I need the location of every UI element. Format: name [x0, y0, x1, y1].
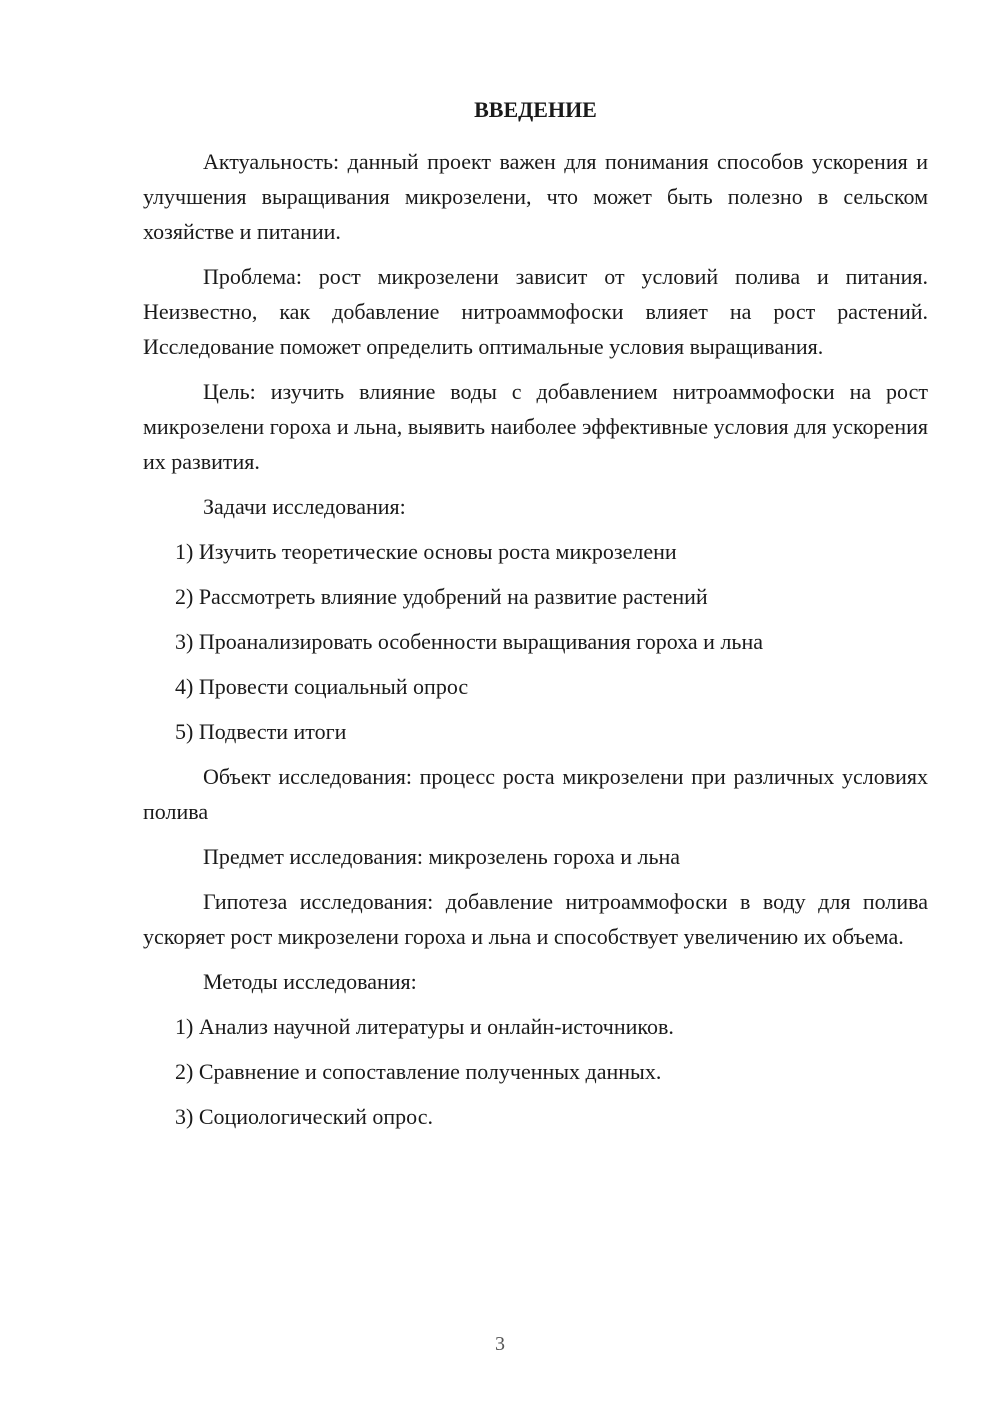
task-item: 3) Проанализировать особенности выращивания гороха и льна	[175, 629, 763, 654]
methods-list	[143, 1009, 928, 1134]
object-paragraph: Объект исследования: процесс роста микрозелени при различных условиях полива	[143, 764, 928, 824]
task-item: 4) Провести социальный опрос	[175, 674, 469, 699]
methods-heading: Методы исследования:	[203, 969, 417, 994]
task-item: 2) Рассмотреть влияние удобрений на развитие растений	[175, 584, 708, 609]
method-item: 3) Социологический опрос.	[175, 1104, 433, 1129]
document-page	[143, 92, 928, 1144]
subject-paragraph: Предмет исследования: микрозелень гороха и льна	[203, 844, 681, 869]
page-number: 3	[495, 1333, 505, 1355]
problem-paragraph: Проблема: рост микрозелени зависит от условий полива и питания. Неизвестно, как добавление нитроаммофоски влияет на рост растений. Исследование поможет определить оптимальные условия выращивания.	[143, 264, 928, 359]
method-item: 2) Сравнение и сопоставление полученных данных.	[175, 1059, 662, 1084]
goal-paragraph: Цель: изучить влияние воды с добавлением нитроаммофоски на рост микрозелени гороха и льна, выявить наиболее эффективные условия для ускорения их развития.	[143, 379, 928, 474]
relevance-paragraph: Актуальность: данный проект важен для понимания способов ускорения и улучшения выращивания микрозелени, что может быть полезно в сельском хозяйстве и питании.	[143, 149, 928, 244]
task-item: 5) Подвести итоги	[175, 719, 347, 744]
hypothesis-paragraph: Гипотеза исследования: добавление нитроаммофоски в воду для полива ускоряет рост микрозелени гороха и льна и способствует увеличению их объема.	[143, 889, 928, 949]
tasks-heading: Задачи исследования:	[203, 494, 406, 519]
tasks-list	[143, 534, 928, 749]
task-item: 1) Изучить теоретические основы роста микрозелени	[175, 539, 677, 564]
method-item: 1) Анализ научной литературы и онлайн-источников.	[175, 1014, 674, 1039]
section-title: ВВЕДЕНИЕ	[474, 97, 597, 122]
